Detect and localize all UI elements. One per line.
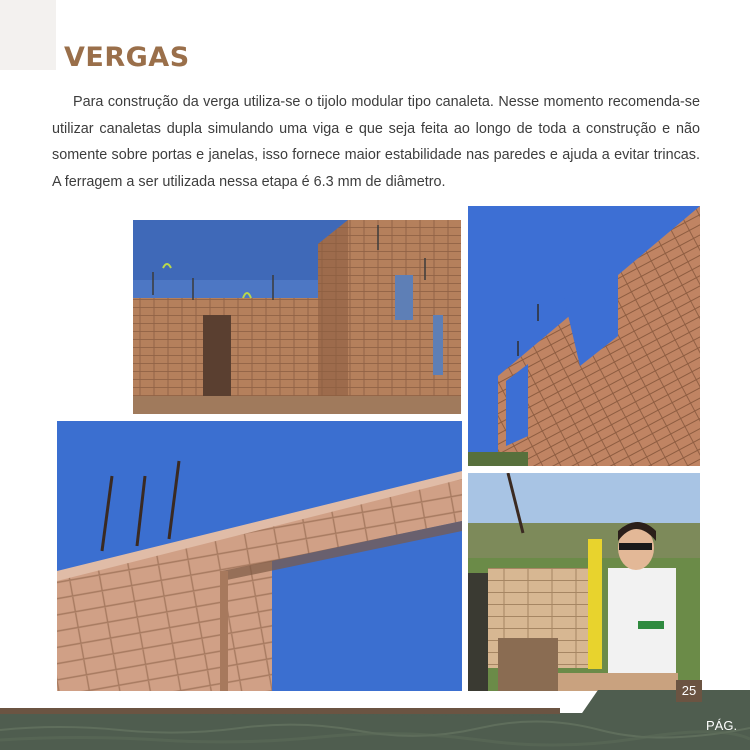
- footer-band: [0, 690, 750, 750]
- photo-walls-construction: [133, 220, 461, 414]
- body-paragraph: Para construção da verga utiliza-se o tijolo modular tipo canaleta. Nesse momento recomenda-se utilizar canaletas dupla simulando uma viga e que seja feita ao longo de toda a construção e não somente sobre portas e janelas, isso fornece maior estabilidade nas paredes e ajuda a evitar trincas. A ferragem a ser utilizada nessa etapa é 6.3 mm de diâmetro.: [52, 94, 700, 191]
- corner-decoration: [0, 0, 56, 70]
- photo-wall-window: [468, 206, 700, 466]
- photo-lintel-rebars: [57, 421, 462, 691]
- page-title: VERGAS: [64, 42, 190, 73]
- photo-woman-level: [468, 473, 700, 691]
- page-label: PÁG.: [706, 718, 738, 733]
- page-number: 25: [676, 680, 702, 702]
